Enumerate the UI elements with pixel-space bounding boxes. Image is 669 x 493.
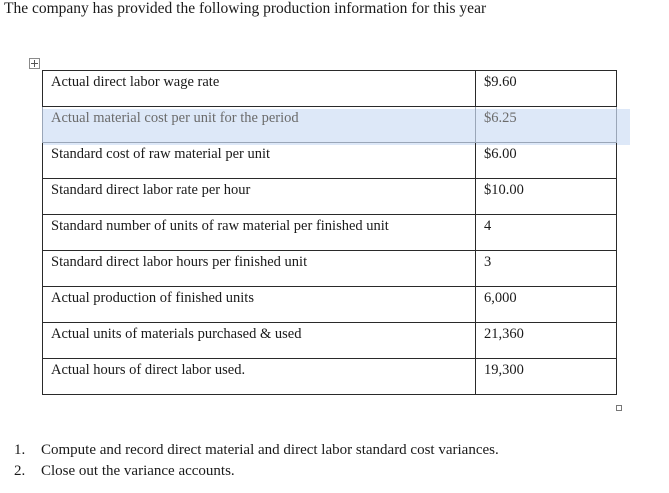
table-row[interactable] xyxy=(43,143,617,179)
row-label[interactable]: Actual material cost per unit for the period xyxy=(43,107,476,143)
table-move-handle-icon[interactable] xyxy=(29,58,40,69)
table-row[interactable] xyxy=(43,323,617,359)
row-value[interactable]: $6.00 xyxy=(476,143,617,179)
row-label[interactable]: Actual production of finished units xyxy=(43,287,476,323)
row-value[interactable]: 6,000 xyxy=(476,287,617,323)
row-label[interactable]: Actual units of materials purchased & used xyxy=(43,323,476,359)
table-row[interactable] xyxy=(43,71,617,107)
row-label[interactable]: Standard number of units of raw material per finished unit xyxy=(43,215,476,251)
list-item-text: Close out the variance accounts. xyxy=(41,463,235,479)
row-label[interactable]: Standard direct labor rate per hour xyxy=(43,179,476,215)
production-info-table xyxy=(42,70,617,395)
row-value[interactable]: 21,360 xyxy=(476,323,617,359)
table-row[interactable] xyxy=(43,179,617,215)
row-label[interactable]: Standard cost of raw material per unit xyxy=(43,143,476,179)
row-value[interactable]: $10.00 xyxy=(476,179,617,215)
list-number: 1. xyxy=(14,442,26,458)
row-label[interactable]: Standard direct labor hours per finished unit xyxy=(43,251,476,287)
table-resize-handle-icon[interactable] xyxy=(616,405,622,411)
list-number: 2. xyxy=(14,463,26,479)
row-value[interactable]: 19,300 xyxy=(476,359,617,395)
list-item-text: Compute and record direct material and direct labor standard cost variances. xyxy=(41,442,499,458)
intro-text: The company has provided the following production information for this year xyxy=(4,0,487,17)
row-value[interactable]: 3 xyxy=(476,251,617,287)
row-value[interactable]: $9.60 xyxy=(476,71,617,107)
task-list xyxy=(0,440,499,482)
list-item xyxy=(14,461,499,482)
row-value[interactable]: $6.25 xyxy=(476,107,617,143)
table-row[interactable] xyxy=(43,287,617,323)
table-row[interactable] xyxy=(43,215,617,251)
table-row[interactable] xyxy=(43,251,617,287)
row-label[interactable]: Actual direct labor wage rate xyxy=(43,71,476,107)
list-item xyxy=(14,440,499,461)
row-label[interactable]: Actual hours of direct labor used. xyxy=(43,359,476,395)
table-row-selected[interactable] xyxy=(43,107,617,143)
table-row[interactable] xyxy=(43,359,617,395)
row-value[interactable]: 4 xyxy=(476,215,617,251)
